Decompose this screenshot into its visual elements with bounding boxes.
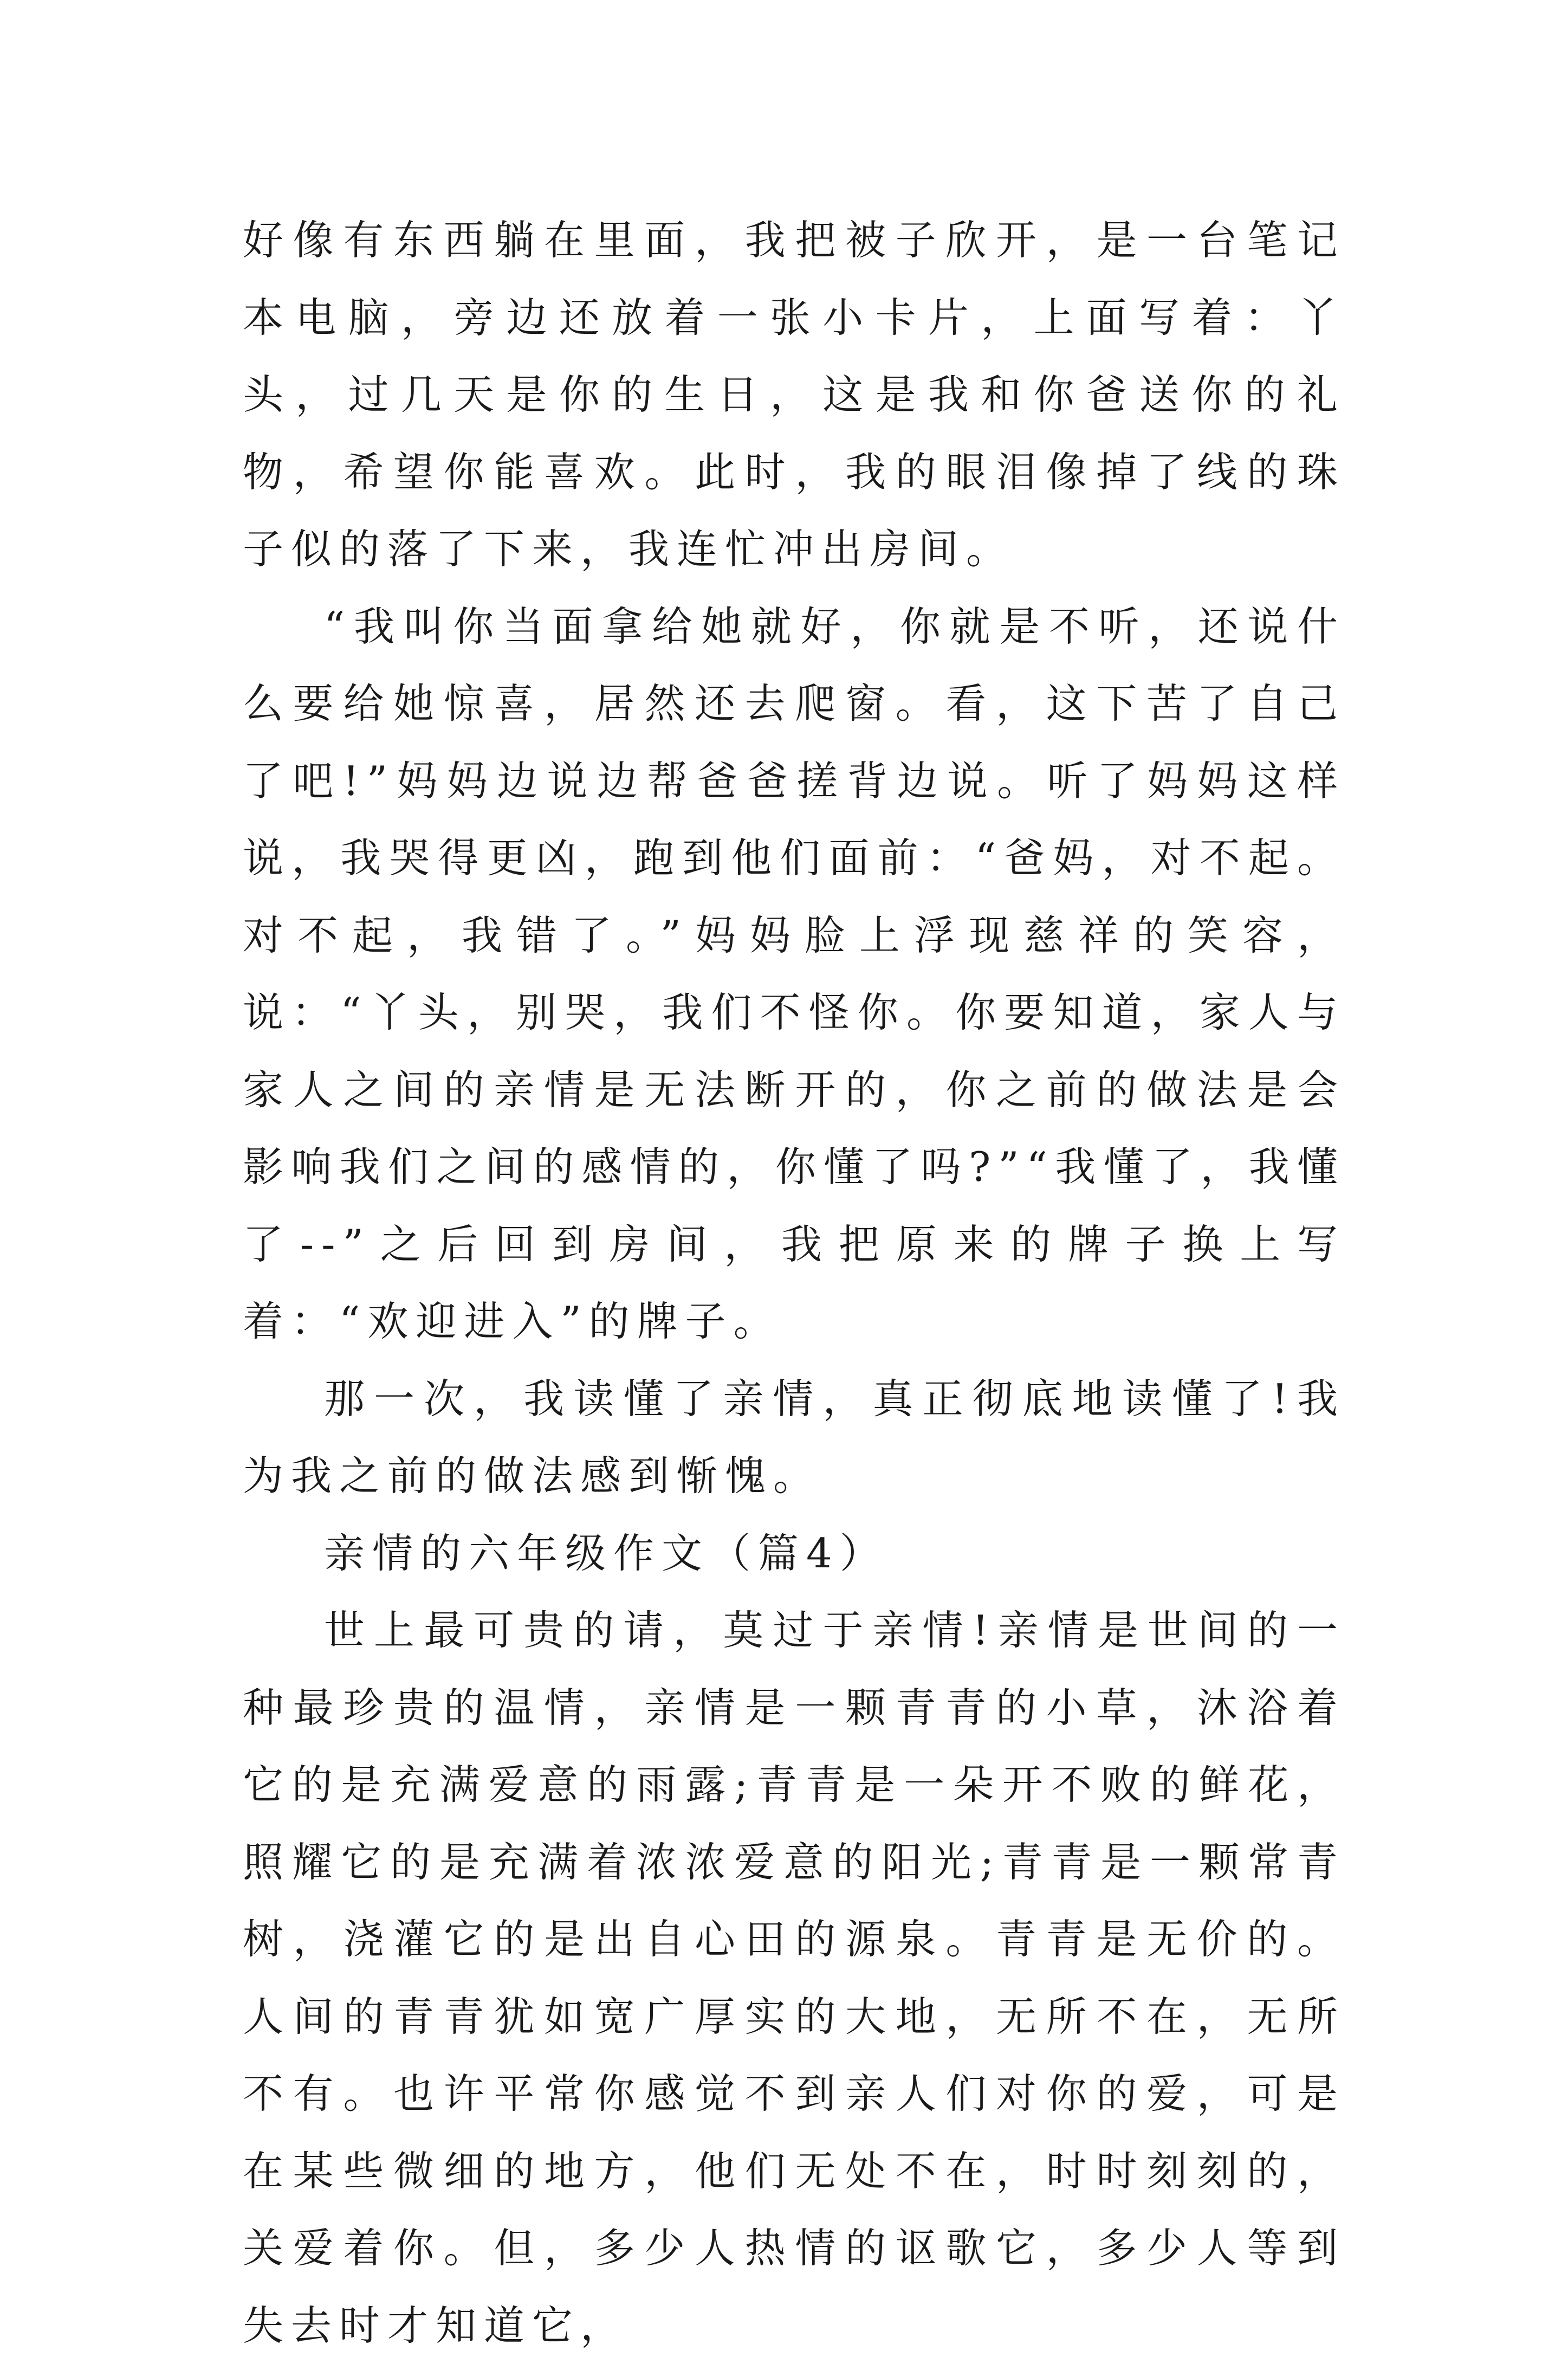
paragraph-laptop-gift: 好像有东西躺在里面，我把被子欣开，是一台笔记本电脑，旁边还放着一张小卡片，上面写着：丫头，过几天是你的生日，这是我和你爸送你的礼物，希望你能喜欢。此时，我的眼泪像掉了线的珠子似的落了下来，我连忙冲出房间。: [243, 216, 1345, 573]
paragraph-parents-dialogue: “我叫你当面拿给她就好，你就是不听，还说什么要给她惊喜，居然还去爬窗。看，这下苦了自己了吧!”妈妈边说边帮爸爸搓背边说。听了妈妈这样说，我哭得更凶，跑到他们面前：“爸妈，对不起。对不起，我错了。”妈妈脸上浮现慈祥的笑容，说：“丫头，别哭，我们不怪你。你要知道，家人与家人之间的亲情是无法断开的，你之前的做法是会影响我们之间的感情的，你懂了吗?”“我懂了，我懂了--”之后回到房间，我把原来的牌子换上写着：“欢迎进入”的牌子。: [243, 602, 1345, 1345]
paragraph-understood-family: 那一次，我读懂了亲情，真正彻底地读懂了!我为我之前的做法感到惭愧。: [243, 1374, 1345, 1500]
paragraph-family-love: 世上最可贵的请，莫过于亲情!亲情是世间的一种最珍贵的温情，亲情是一颗青青的小草，沐浴着它的是充满爱意的雨露;青青是一朵开不败的鲜花，照耀它的是充满着浓浓爱意的阳光;青青是一颗常青树，浇灌它的是出自心田的源泉。青青是无价的。人间的青青犹如宽广厚实的大地，无所不在，无所不有。也许平常你感觉不到亲人们对你的爱，可是在某些微细的地方，他们无处不在，时时刻刻的，关爱着你。但，多少人热情的讴歌它，多少人等到失去时才知道它，: [243, 1606, 1345, 2349]
text-column: [243, 202, 1345, 2364]
essay-heading: 亲情的六年级作文（篇4）: [324, 1529, 888, 1577]
